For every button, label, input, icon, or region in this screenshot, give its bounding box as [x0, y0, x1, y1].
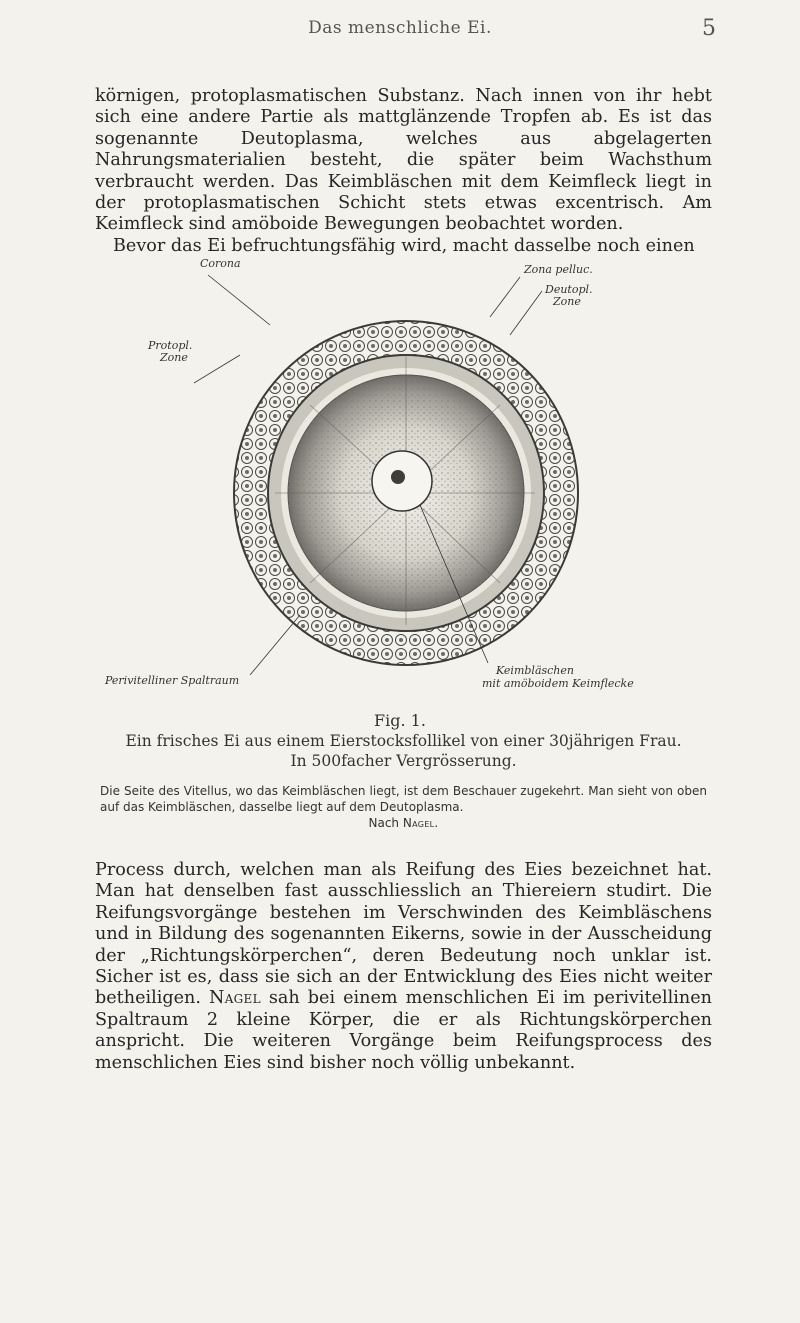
label-protoplasm-2: Zone — [160, 351, 188, 364]
figure-caption-line-2: In 500facher Vergrösserung. — [290, 752, 517, 770]
label-germinal-vesicle-1: Keimbläschen — [496, 664, 574, 677]
figure-number: Fig. 1. — [374, 711, 426, 730]
figure-source-prefix: Nach — [368, 816, 400, 830]
figure-note: Die Seite des Vitellus, wo das Keimbläschen liegt, ist dem Beschauer zugekehrt. Man sieht von oben auf das Keimbläschen, dasselbe liegt auf dem Deutoplasma. — [100, 784, 707, 814]
paragraph-top-continuation: Bevor das Ei befruchtungsfähig wird, macht dasselbe noch einen — [113, 235, 695, 256]
figure-caption-line-1: Ein frisches Ei aus einem Eierstocksfollikel von einer 30jährigen Frau. — [125, 732, 682, 750]
label-germinal-vesicle-2: mit amöboidem Keimflecke — [482, 677, 634, 690]
germinal-spot — [391, 470, 405, 484]
label-corona: Corona — [200, 257, 241, 270]
label-zona-pellucida: Zona pelluc. — [524, 263, 593, 276]
figure-source-author: Nagel. — [402, 816, 439, 830]
paragraph-bottom-lead: Process durch, welchen man als Reifung des Eies bezeichnet hat. Man hat denselben fast ausschliesslich an Thiereiern studirt. Die Reifungsvorgänge bestehen im Verschwinden des Keimbläschens und in Bildung des sogenannten Eikerns, sowie in der Ausscheidung der „Richtungskörperchen“, deren Bedeutung noch unklar ist. Sicher ist es, dass sie sich an der Entwicklung des Eies nicht weiter betheiligen. — [95, 860, 712, 1009]
label-perivitelline-space: Perivitelliner Spaltraum — [105, 674, 240, 687]
figure-source — [100, 815, 707, 831]
paragraph-bottom — [95, 860, 712, 1074]
figure-ovum — [105, 255, 650, 690]
page-number: 5 — [702, 16, 716, 41]
label-deutoplasm-2: Zone — [553, 295, 581, 308]
running-head — [0, 16, 800, 46]
ovum-illustration — [170, 255, 650, 675]
paragraph-top-text: körnigen, protoplasmatischen Substanz. Nach innen von ihr hebt sich eine andere Partie als mattglänzende Tropfen ab. Es ist das sogenannte Deutoplasma, welches aus abgelagerten Nahrungsmaterialien besteht, die später beim Wachsthum verbraucht werden. Das Keimbläschen mit dem Keimfleck liegt in der protoplasmatischen Schicht stets etwas excentrisch. Am Keimfleck sind amöboide Bewegungen beobachtet worden. — [95, 86, 712, 235]
label-deutoplasm-1: Deutopl. — [545, 283, 593, 296]
label-protoplasm-1: Protopl. — [148, 339, 193, 352]
paragraph-bottom-rest: sah bei einem menschlichen Ei im perivitellinen Spaltraum 2 kleine Körper, die er als Richtungskörperchen anspricht. Die weiteren Vorgänge beim Reifungsprocess des menschlichen Eies sind bisher noch völlig unbekannt. — [95, 988, 712, 1073]
paragraph-bottom-author: Nagel — [209, 988, 261, 1009]
paragraph-top — [95, 86, 712, 257]
running-title: Das menschliche Ei. — [308, 18, 492, 38]
